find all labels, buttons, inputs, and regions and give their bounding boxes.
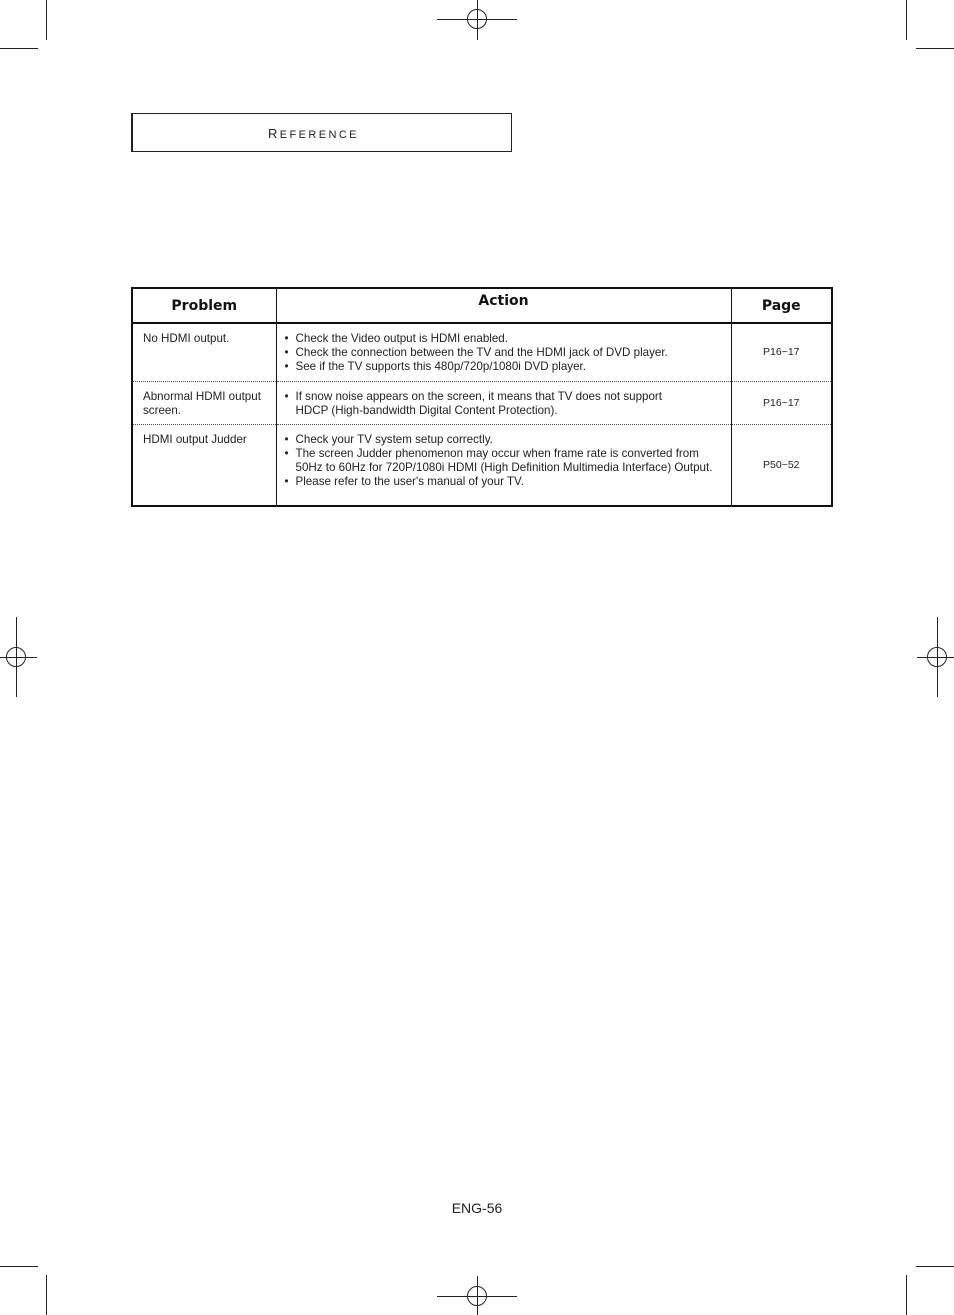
page-reference: P16~17	[731, 323, 832, 381]
crop-mark	[0, 1266, 38, 1267]
crop-mark	[906, 0, 907, 40]
registration-circle-icon	[927, 647, 947, 667]
table-row	[132, 323, 832, 381]
page-number: ENG-56	[451, 1200, 503, 1216]
column-header-problem: Problem	[132, 288, 276, 323]
action-item: • Check the connection between the TV and the HDMI jack of DVD player.	[284, 346, 668, 359]
column-header-action: Action	[276, 288, 731, 323]
action-item: • Check your TV system setup correctly.	[284, 432, 493, 446]
action-item: • If snow noise appears on the screen, it means that TV does not support HDCP (High-bandwidth Digital Content Protection).	[284, 389, 662, 417]
crop-mark	[46, 1275, 47, 1315]
action-cell	[276, 323, 731, 381]
crop-mark	[906, 1275, 907, 1315]
registration-circle-icon	[467, 9, 487, 29]
section-title: reference	[131, 113, 512, 152]
action-cell	[276, 424, 731, 506]
page-reference: P16~17	[731, 381, 832, 424]
registration-circle-icon	[6, 647, 26, 667]
crop-mark	[46, 0, 47, 40]
crop-mark	[916, 1266, 954, 1267]
problem-cell: No HDMI output.	[143, 332, 230, 345]
table-row	[132, 424, 832, 506]
action-cell	[276, 381, 731, 424]
action-item: • Check the Video output is HDMI enabled.	[284, 332, 508, 345]
page-reference: P50~52	[731, 424, 832, 506]
crop-mark	[0, 48, 38, 49]
registration-circle-icon	[467, 1286, 487, 1306]
crop-mark	[916, 48, 954, 49]
action-item: • The screen Judder phenomenon may occur when frame rate is converted from 50Hz to 60Hz for 720P/1080i HDMI (High Definition Multimedia Interface) Output.	[284, 446, 713, 474]
action-item: • Please refer to the user's manual of your TV.	[284, 474, 524, 488]
column-header-page: Page	[731, 288, 832, 323]
troubleshooting-table	[131, 287, 833, 507]
problem-cell: HDMI output Judder	[132, 424, 276, 506]
table-row	[132, 381, 832, 424]
action-item: • See if the TV supports this 480p/720p/1080i DVD player.	[284, 360, 586, 373]
problem-cell: Abnormal HDMI output screen.	[132, 381, 276, 424]
table-header-row	[132, 288, 832, 323]
